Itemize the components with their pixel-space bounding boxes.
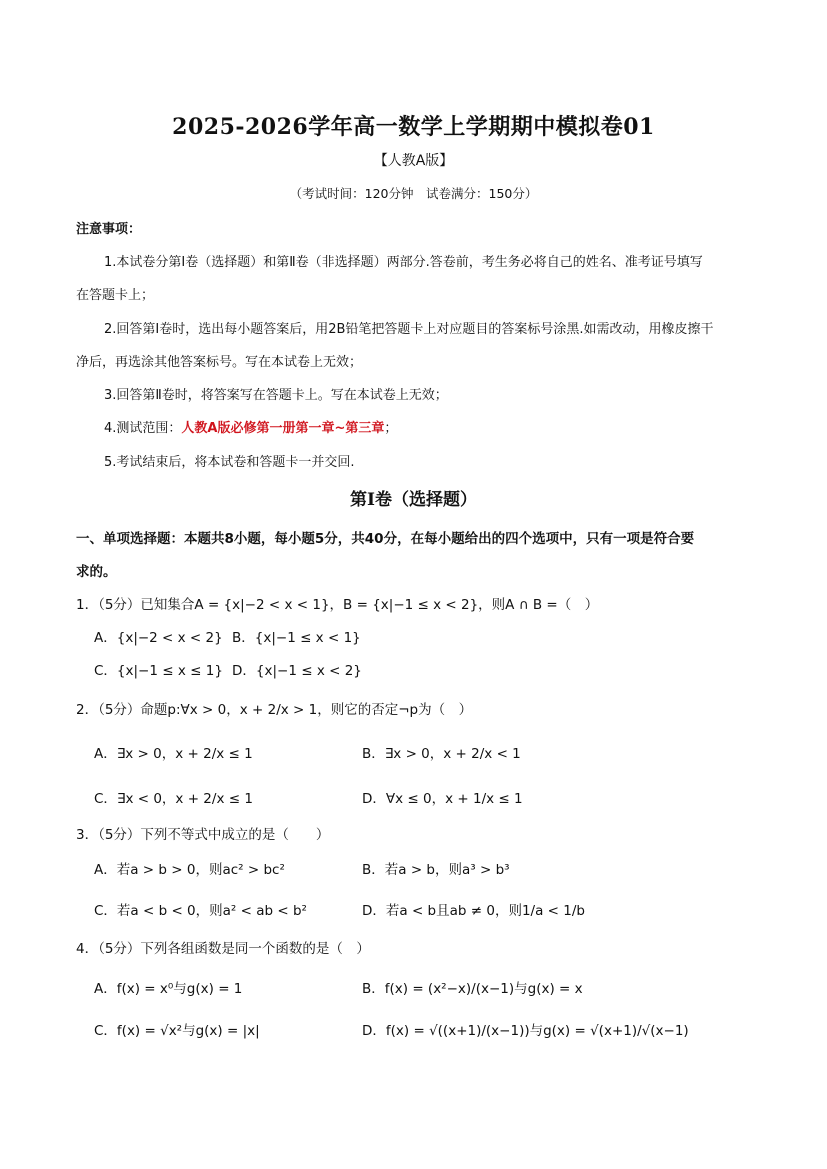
notice-line-4-prefix: 4.测试范围： xyxy=(104,421,182,436)
question-1-stem: 1．（5分）已知集合A = {x|−2 < x < 1}，B = {x|−1 ≤ x < 2}，则A ∩ B =（ ） xyxy=(76,597,599,613)
question-2-option-a: A．∃x > 0，x + 2/x ≤ 1 xyxy=(94,746,253,762)
notice-heading: 注意事项： xyxy=(76,222,142,237)
question-1-option-a: A．{x|−2 < x < 2} xyxy=(94,630,223,646)
question-3-option-a: A．若a > b > 0，则ac² > bc² xyxy=(94,862,285,878)
edition-label: 【人教A版】 xyxy=(373,153,454,169)
question-2-option-d: D．∀x ≤ 0，x + 1/x ≤ 1 xyxy=(362,791,523,807)
question-1-option-c: C．{x|−1 ≤ x ≤ 1} xyxy=(94,663,223,679)
notice-line-4-suffix: ； xyxy=(384,421,398,436)
question-4-option-a: A．f(x) = x⁰与g(x) = 1 xyxy=(94,981,243,997)
notice-line-2a: 2.回答第Ⅰ卷时，选出每小题答案后，用2B铅笔把答题卡上对应题目的答案标号涂黑.如需改动，用橡皮擦干 xyxy=(104,322,714,337)
question-2-stem: 2．（5分）命题p:∀x > 0，x + 2/x > 1，则它的否定¬p为（ ） xyxy=(76,702,473,718)
notice-line-1b: 在答题卡上； xyxy=(76,288,155,303)
exam-title: 2025-2026学年高一数学上学期期中模拟卷01 xyxy=(172,114,655,140)
question-4-option-b: B．f(x) = (x²−x)/(x−1)与g(x) = x xyxy=(362,981,583,997)
question-4-stem: 4．（5分）下列各组函数是同一个函数的是（ ） xyxy=(76,941,370,957)
notice-line-2b: 净后，再选涂其他答案标号。写在本试卷上无效； xyxy=(76,355,363,370)
question-1-option-b: B．{x|−1 ≤ x < 1} xyxy=(232,630,361,646)
question-2-option-c: C．∃x < 0，x + 2/x ≤ 1 xyxy=(94,791,253,807)
exam-time-info: （考试时间：120分钟 试卷满分：150分） xyxy=(289,186,538,201)
test-scope: 人教A版必修第一册第一章~第三章 xyxy=(181,421,385,436)
question-3-option-d: D．若a < b且ab ≠ 0，则1/a < 1/b xyxy=(362,903,585,919)
question-3-option-c: C．若a < b < 0，则a² < ab < b² xyxy=(94,903,307,919)
question-2-option-b: B．∃x > 0，x + 2/x < 1 xyxy=(362,746,521,762)
notice-line-4 xyxy=(104,417,397,436)
section-title: 第Ⅰ卷（选择题） xyxy=(350,490,477,510)
notice-line-5: 5.考试结束后，将本试卷和答题卡一并交回. xyxy=(104,455,355,470)
notice-line-3: 3.回答第Ⅱ卷时，将答案写在答题卡上。写在本试卷上无效； xyxy=(104,388,448,403)
section-intro-1: 一、单项选择题：本题共8小题，每小题5分，共40分，在每小题给出的四个选项中，只有一项是符合要 xyxy=(76,531,695,547)
question-3-stem: 3．（5分）下列不等式中成立的是（ ） xyxy=(76,827,330,843)
question-1-option-d: D．{x|−1 ≤ x < 2} xyxy=(232,663,362,679)
question-3-option-b: B．若a > b，则a³ > b³ xyxy=(362,862,510,878)
question-4-option-c: C．f(x) = √x²与g(x) = |x| xyxy=(94,1023,260,1039)
question-4-option-d: D．f(x) = √((x+1)/(x−1))与g(x) = √(x+1)/√(x−1) xyxy=(362,1023,689,1039)
notice-line-1a: 1.本试卷分第Ⅰ卷（选择题）和第Ⅱ卷（非选择题）两部分.答卷前，考生务必将自己的姓名、准考证号填写 xyxy=(104,255,703,270)
section-intro-2: 求的。 xyxy=(76,564,117,580)
